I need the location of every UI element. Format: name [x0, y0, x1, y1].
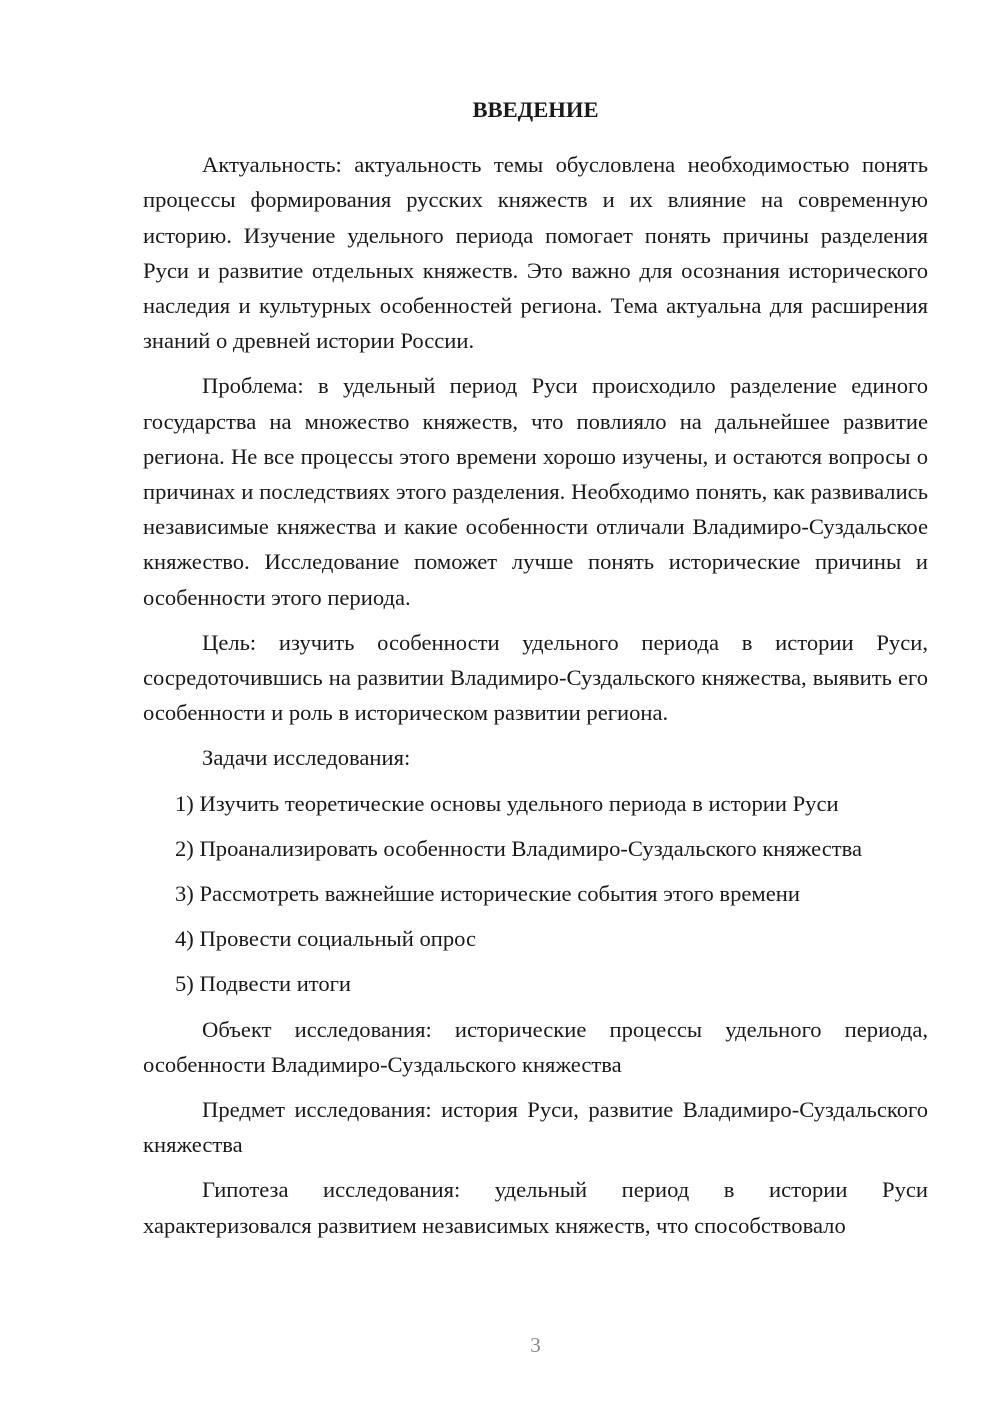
paragraph-hypothesis: Гипотеза исследования: удельный период в истории Руси характеризовался развитием независимых княжеств, что способствовало: [143, 1177, 928, 1238]
task-item-3: 3) Рассмотреть важнейшие исторические события этого времени: [175, 881, 800, 907]
document-page: [143, 92, 928, 1243]
page-number: 3: [530, 1333, 541, 1357]
paragraph-relevance: Актуальность: актуальность темы обусловлена необходимостью понять процессы формирования русских княжеств и их влияние на современную историю. Изучение удельного периода помогает понять причины разделения Руси и развитие отдельных княжеств. Это важно для осознания исторического наследия и культурных особенностей региона. Тема актуальна для расширения знаний о древней истории России.: [143, 152, 928, 354]
tasks-title: Задачи исследования:: [202, 745, 411, 771]
paragraph-subject: Предмет исследования: история Руси, развитие Владимиро-Суздальского княжества: [143, 1097, 928, 1158]
task-item-5: 5) Подвести итоги: [175, 971, 352, 997]
paragraph-object: Объект исследования: исторические процессы удельного периода, особенности Владимиро-Суздальского княжества: [143, 1016, 928, 1077]
section-heading: ВВЕДЕНИЕ: [472, 97, 599, 122]
task-item-1: 1) Изучить теоретические основы удельного периода в истории Руси: [175, 790, 839, 816]
paragraph-goal: Цель: изучить особенности удельного периода в истории Руси, сосредоточившись на развитии Владимиро-Суздальского княжества, выявить его особенности и роль в историческом развитии региона.: [143, 629, 928, 726]
task-item-4: 4) Провести социальный опрос: [175, 926, 477, 952]
paragraph-problem: Проблема: в удельный период Руси происходило разделение единого государства на множество княжеств, что повлияло на дальнейшее развитие региона. Не все процессы этого времени хорошо изучены, и остаются вопросы о причинах и последствиях этого разделения. Необходимо понять, как развивались независимые княжества и какие особенности отличали Владимиро-Суздальское княжество. Исследование поможет лучше понять исторические причины и особенности этого периода.: [143, 373, 928, 610]
task-item-2: 2) Проанализировать особенности Владимиро-Суздальского княжества: [175, 835, 862, 861]
